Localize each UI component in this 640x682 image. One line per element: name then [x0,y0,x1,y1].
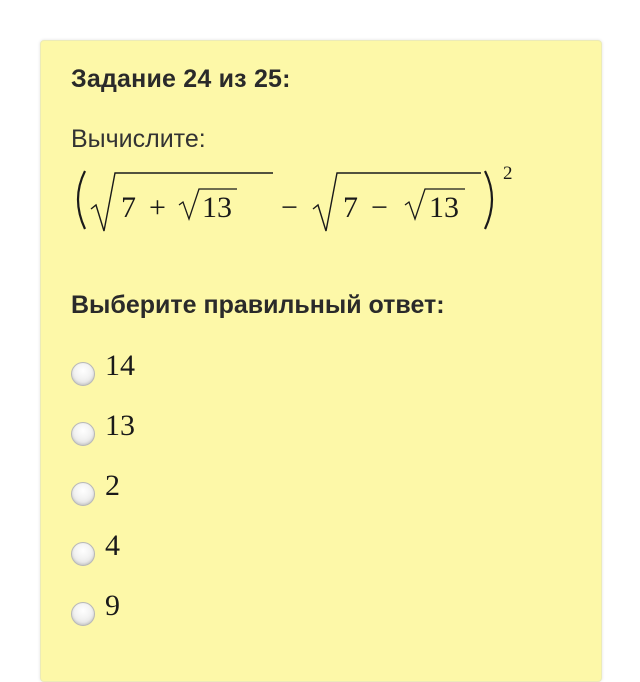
radio-button[interactable] [71,482,95,506]
right-parenthesis [485,171,492,229]
formula-thirteen-1: 13 [202,191,232,224]
radio-button[interactable] [71,362,95,386]
answer-option-label: 14 [105,349,135,382]
answer-option-label: 4 [105,529,120,562]
formula-seven-1: 7 [121,191,136,224]
task-instruction: Вычислите: [71,125,206,153]
answer-option-4[interactable] [71,526,371,586]
answer-heading: Выберите правильный ответ: [71,291,445,319]
formula-minus-middle: − [281,191,298,224]
formula-seven-2: 7 [343,191,358,224]
answer-option-label: 13 [105,409,135,442]
formula-thirteen-2: 13 [429,191,459,224]
radio-button[interactable] [71,602,95,626]
answer-option-label: 9 [105,589,120,622]
formula-exponent: 2 [503,163,513,184]
radio-button[interactable] [71,422,95,446]
answer-option-3[interactable] [71,466,371,526]
left-parenthesis [78,171,85,229]
answer-option-5[interactable] [71,586,371,646]
math-formula [67,159,527,239]
formula-svg [67,159,527,239]
task-card [40,40,602,682]
radio-button[interactable] [71,542,95,566]
answer-option-1[interactable] [71,346,371,406]
answer-option-2[interactable] [71,406,371,466]
formula-plus: + [149,191,166,224]
task-title: Задание 24 из 25: [71,65,291,93]
formula-minus-inner: − [371,191,388,224]
answer-options [71,346,371,646]
answer-option-label: 2 [105,469,120,502]
